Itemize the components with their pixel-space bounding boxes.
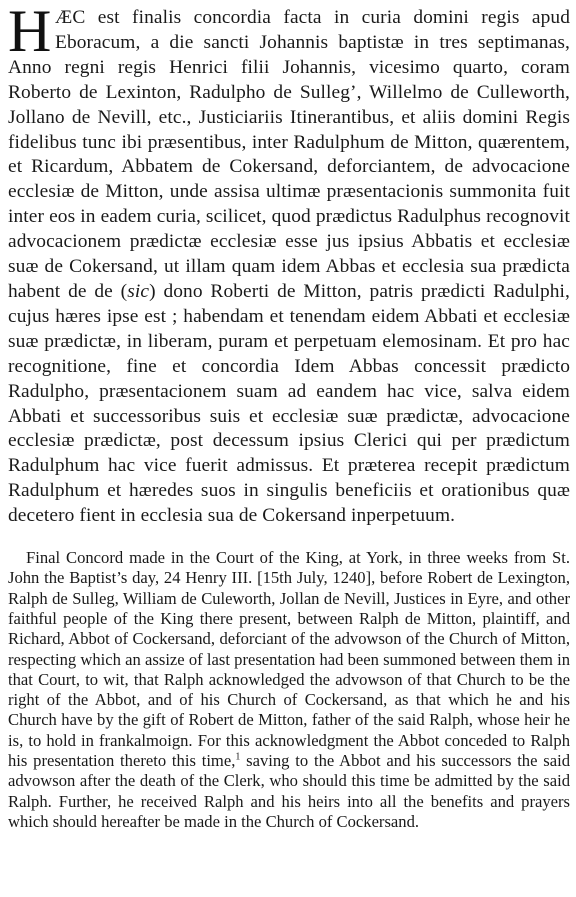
latin-sic-note: sic [127,280,150,302]
english-text-part-2: saving to the Abbot and his successors the said advowson after the death of the Clerk, who should this time be admitted by the said Ralph. Further, he received Ralph and his heirs into all the benefits and prayers which should hereafter be made in the Church of Cockersand. [8,751,571,831]
english-translation-text [8,548,570,832]
footnote-marker[interactable]: 1 [235,751,241,763]
english-text-part-1: Final Concord made in the Court of the King, at York, in three weeks from St. John the Baptist’s day, 24 Henry III. [15th July, 1240], before Robert de Lexington, Ralph de Sulleg, William de Culeworth, Jollan de Nevill, Justices in Eyre, and other faithful people of the King there present, between Ralph de Mitton, plaintiff, and Richard, Abbot of Cockersand, deforciant of the advowson of the Church of Mitton, respecting which an assize of last presentation had been summoned between them in that Court, to wit, that Ralph acknowledged the advowson of that Church to be the right of the Abbot, and of his Church of Cockersand, as that which he and his Church have by the gift of Robert de Mitton, father of the said Ralph, whose heir he is, to hold in frankalmoign. For this acknowledgment the Abbot conceded to Ralph his presentation thereto this time, [8,548,570,770]
drop-cap-letter: H [8,0,52,64]
latin-text-part-1: ÆC est finalis concordia facta in curia domini regis apud Eboracum, a die sancti Johannis baptistæ in tres septimanas, Anno regni regis Henrici filii Johannis, vicesimo quarto, coram Roberto de Lexinton, Radulpho de Sulleg’, Willelmo de Culleworth, Jollano de Nevill, etc., Justiciariis Itinerantibus, et aliis domini Regis fidelibus tunc ibi præsentibus, inter Radulphum de Mitton, quærentem, et Ricardum, Abbatem de Cokersand, deforciantem, de advocacione ecclesiæ de Mitton, unde assisa ultimæ præsentacionis summonita fuit inter eos in eadem curia, scilicet, quod prædictus Radulphus recognovit advocacionem prædictæ ecclesiæ esse jus ipsius Abbatis et ecclesiæ suæ de Cokersand, ut illam quam idem Abbas et ecclesia sua prædicta habent de de ( [8,7,570,302]
latin-charter-text [8,0,570,529]
document-page [8,0,571,832]
drop-cap-box [8,0,53,64]
latin-text-part-2: ) dono Roberti de Mitton, patris prædicti Radulphi, cujus hæres ipse est ; habendam et tenendam eidem Abbati et ecclesiæ suæ prædictæ, in liberam, puram et perpetuam elemosinam. Et pro hac recognitione, fine et concordia Idem Abbas concessit prædicto Radulpho, præsentacionem suam ad eandem hac vice, salva eidem Abbati et successoribus suis et ecclesiæ suæ prædictæ, advocacione ecclesiæ prædictæ, post decessum ipsius Clerici qui per prædictum Radulphum hac vice fuerit admissus. Et præterea recepit prædictum Radulphum et hæredes suos in singulis beneficiis et orationibus quæ decetero fient in ecclesia sua de Cokersand inperpetuum. [8,280,570,527]
